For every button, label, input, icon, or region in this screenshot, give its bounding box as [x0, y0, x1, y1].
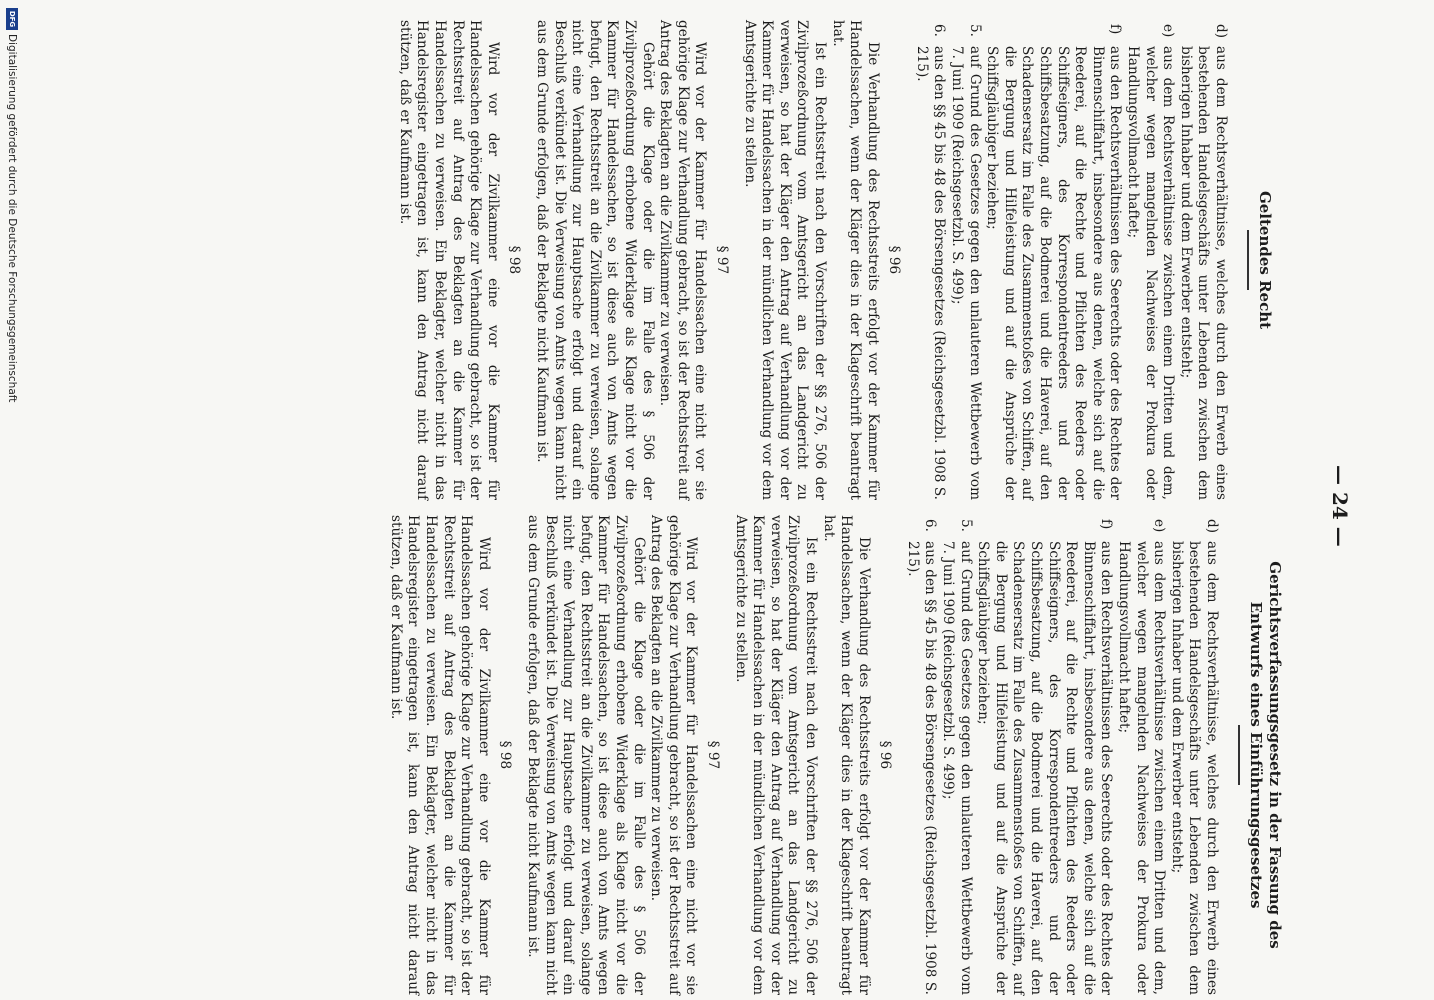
paragraph: Wird vor der Zivilkammer eine vor die Kammer für Handelssachen gehörige Klage zur Verhandlung gebracht, so ist der Rechtsstreit auf Antrag des Beklagten an die Kammer für Handelssachen zu verweisen. Ein Beklagter, welcher nicht in das Handelsregister eingetragen ist, kann den Antrag nicht darauf stützen, daß er Kaufmann ist. — [396, 20, 501, 500]
item-text: aus den Rechtsverhältnissen des Seerechts oder des Rechtes der Binnenschiffahrt, insbesondere aus denen, welche sich auf die Reederei, auf die Rechte und Pflichten des Reeders oder Schiffseigners, des Korrespondentreeders und der Schiffsbesatzung, auf die Bodmerei und die Haverei, auf den Schadensersatz im Falle des Zusammenstoßes von Schiffen, auf die Bergung und Hilfeleistung und auf die Ansprüche der Schiffsgläubiger beziehen; — [984, 46, 1124, 500]
paragraph: Wird vor der Zivilkammer eine vor die Kammer für Handelssachen gehörige Klage zur Verhandlung gebracht, so ist der Rechtsstreit auf Antrag des Beklagten an die Kammer für Handelssachen zu verweisen. Ein Beklagter, welcher nicht in das Handelsregister eingetragen ist, kann den Antrag nicht darauf stützen, daß er Kaufmann ist. — [387, 515, 492, 995]
list-item-5 — [939, 515, 974, 995]
item-text: aus dem Rechtsverhältnisse, welches durch den Erwerb eines bestehenden Handelsgeschäfts unter Lebenden zwischen dem bisherigen Inhaber und dem Erwerber entsteht; — [1168, 541, 1220, 995]
item-label: e) — [1160, 24, 1177, 38]
item-text: aus dem Rechtsverhältnisse, welches durch den Erwerb eines bestehenden Handelsgeschäfts unter Lebenden zwischen dem bisherigen Inhaber und dem Erwerber entsteht; — [1177, 46, 1229, 500]
page-header — [1292, 0, 1372, 1000]
section-heading-98: § 98 — [497, 740, 514, 770]
paragraph: Ist ein Rechtsstreit nach den Vorschriften der §§ 276, 506 der Zivilprozeßordnung vom Amtsgericht an das Landgericht zu verweisen, so hat der Kläger den Antrag auf Verhandlung vor der Kammer für Handelssachen in der mündlichen Verhandlung vor dem Amtsgerichte zu stellen. — [741, 20, 828, 500]
list-item-f — [983, 20, 1124, 500]
item-label: e) — [1151, 519, 1168, 533]
section-heading-96: § 96 — [886, 245, 903, 275]
item-text: aus den Rechtsverhältnissen des Seerechts oder des Rechtes der Binnenschiffahrt, insbesondere aus denen, welche sich auf die Reederei, auf die Rechte und Pflichten des Reeders oder Schiffseigners, des Korrespondentreeders und der Schiffsbesatzung, auf die Bodmerei und die Haverei, auf den Schadensersatz im Falle des Zusammenstoßes von Schiffen, auf die Bergung und Hilfeleistung und auf die Ansprüche der Schiffsgläubiger beziehen; — [975, 541, 1115, 995]
list-item-e — [1123, 20, 1176, 500]
digitization-footer — [2, 8, 22, 998]
item-text: aus den §§ 45 bis 48 des Börsengesetzes (Reichsgesetzbl. 1908 S. 215). — [904, 541, 939, 995]
column-title-line-1: Gerichtsverfassungsgesetz in der Fassung des — [1266, 561, 1284, 949]
item-label: f) — [1107, 24, 1124, 35]
paragraph: Wird vor der Kammer für Handelssachen eine nicht vor sie gehörige Klage zur Verhandlung gebracht, so ist der Rechtsstreit auf Antrag des Beklagten an die Zivilkammer zu verweisen. — [648, 515, 700, 995]
section-heading-96: § 96 — [877, 740, 894, 770]
dfg-logo-icon: DFG — [6, 8, 18, 30]
item-label: 5. — [966, 24, 983, 37]
page-number: — 24 — — [1328, 465, 1352, 547]
column-title: Geltendes Recht — [1256, 190, 1274, 330]
item-text: aus den §§ 45 bis 48 des Börsengesetzes (Reichsgesetzbl. 1908 S. 215). — [913, 46, 948, 500]
title-rule — [1238, 725, 1240, 785]
paragraph: Gehört die Klage oder die im Falle des § 506 der Zivilprozeßordnung erhobene Widerklage als Klage nicht vor die Kammer für Handelssachen, so ist diese auch von Amts wegen befugt, den Rechtsstreit an die Zivilkammer zu verweisen, solange nicht eine Verhandlung zur Hauptsache erfolgt und darauf ein Beschluß verkündet ist. Die Verweisung von Amts wegen kann nicht aus dem Grunde erfolgen, daß der Beklagte nicht Kaufmann ist. — [525, 515, 647, 995]
section-heading-98: § 98 — [506, 245, 523, 275]
section-heading-97: § 97 — [704, 740, 721, 770]
item-label: 5. — [957, 519, 974, 532]
section-heading-97: § 97 — [713, 245, 730, 275]
paragraph: Die Verhandlung des Rechtsstreits erfolgt vor der Kammer für Handelssachen, wenn der Kläger dies in der Klageschrift beantragt hat. — [820, 515, 872, 995]
item-text: auf Grund des Gesetzes gegen den unlauteren Wettbewerb vom 7. Juni 1909 (Reichsgesetzbl. S. 499); — [940, 541, 974, 995]
column-draft-law — [386, 515, 1284, 995]
column-title — [1246, 515, 1284, 995]
list-item-5 — [948, 20, 983, 500]
title-rule — [1247, 230, 1249, 290]
item-label: d) — [1213, 24, 1229, 39]
list-item-6 — [912, 20, 947, 500]
paragraph: Ist ein Rechtsstreit nach den Vorschriften der §§ 276, 506 der Zivilprozeßordnung vom Amtsgericht an das Landgericht zu verweisen, so hat der Kläger den Antrag auf Verhandlung vor der Kammer für Handelssachen in der mündlichen Verhandlung vor dem Amtsgerichte zu stellen. — [732, 515, 819, 995]
list-item-f — [974, 515, 1115, 995]
paragraph: Gehört die Klage oder die im Falle des § 506 der Zivilprozeßordnung erhobene Widerklage als Klage nicht vor die Kammer für Handelssachen, so ist diese auch von Amts wegen befugt, den Rechtsstreit an die Zivilkammer zu verweisen, solange nicht eine Verhandlung zur Hauptsache erfolgt und darauf ein Beschluß verkündet ist. Die Verweisung von Amts wegen kann nicht aus dem Grunde erfolgen, daß der Beklagte nicht Kaufmann ist. — [534, 20, 656, 500]
item-text: aus dem Rechtsverhältnisse zwischen einem Dritten und dem, welcher wegen mangelnden Nachweises der Prokura oder Handlungsvollmacht haftet; — [1116, 541, 1168, 995]
item-label: 6. — [922, 519, 939, 532]
paragraph: Wird vor der Kammer für Handelssachen eine nicht vor sie gehörige Klage zur Verhandlung gebracht, so ist der Rechtsstreit auf Antrag des Beklagten an die Zivilkammer zu verweisen. — [657, 20, 709, 500]
paragraph: Die Verhandlung des Rechtsstreits erfolgt vor der Kammer für Handelssachen, wenn der Kläger dies in der Klageschrift beantragt hat. — [829, 20, 881, 500]
list-item-e — [1114, 515, 1167, 995]
column-title-line-2: Entwurfs eines Einführungsgesetzes — [1247, 601, 1265, 909]
item-text: auf Grund des Gesetzes gegen den unlauteren Wettbewerb vom 7. Juni 1909 (Reichsgesetzbl. S. 499); — [949, 46, 983, 500]
footer-text: Digitalisierung gefördert durch die Deutsche Forschungsgemeinschaft — [6, 34, 18, 403]
item-label: d) — [1204, 519, 1220, 534]
item-text: aus dem Rechtsverhältnisse zwischen einem Dritten und dem, welcher wegen mangelnden Nachweises der Prokura oder Handlungsvollmacht haftet; — [1125, 46, 1177, 500]
item-label: f) — [1098, 519, 1115, 530]
list-item-d — [1176, 20, 1229, 500]
list-item-6 — [903, 515, 938, 995]
column-current-law — [395, 20, 1284, 500]
list-item-d — [1167, 515, 1220, 995]
item-label: 6. — [931, 24, 948, 37]
